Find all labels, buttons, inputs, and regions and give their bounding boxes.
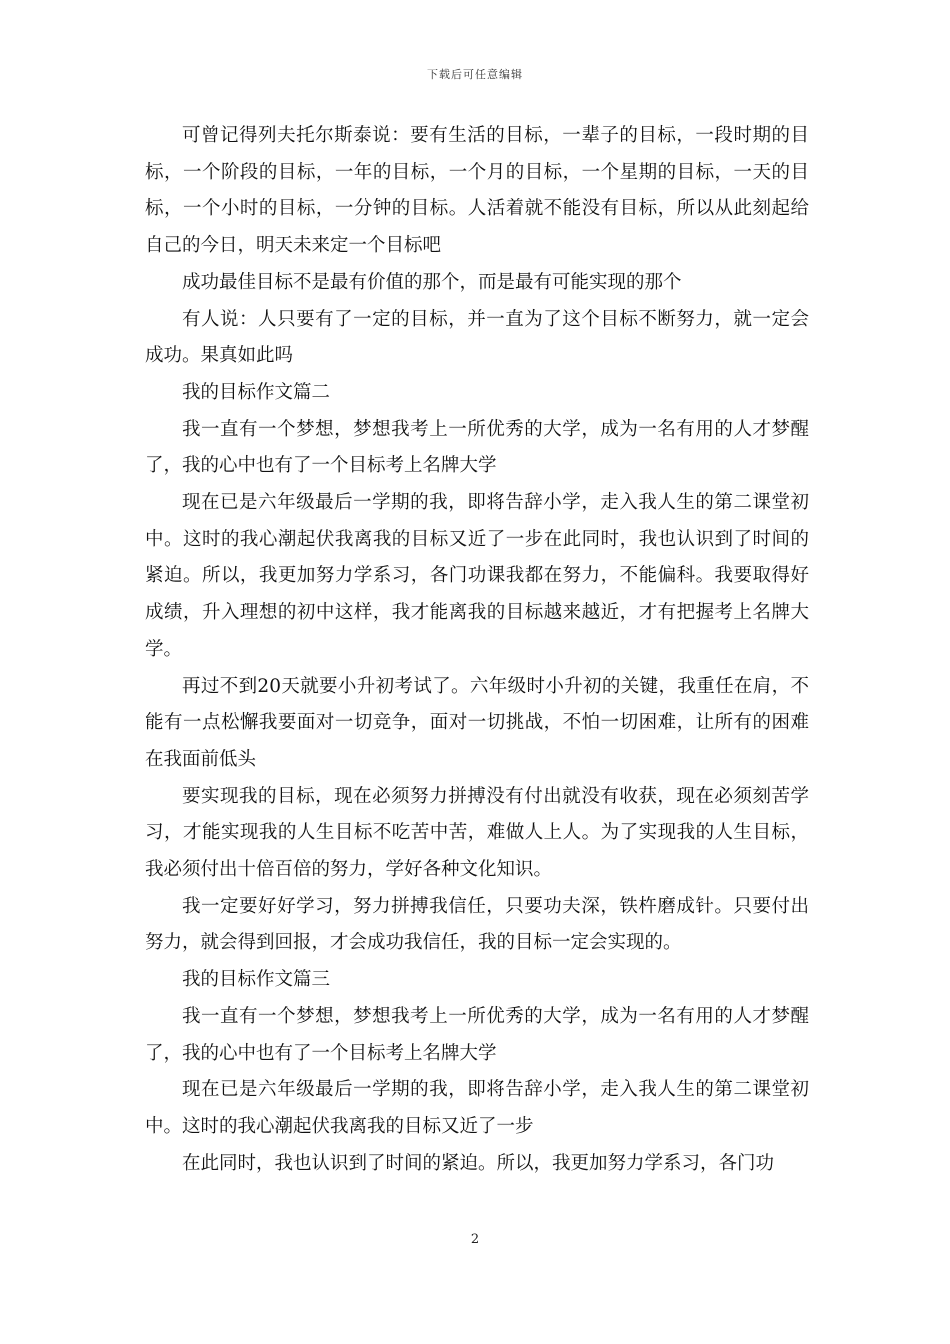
paragraph: 我一直有一个梦想，梦想我考上一所优秀的大学，成为一名有用的人才梦醒了，我的心中也有了一个目标考上名牌大学 [145,1005,809,1064]
paragraph: 我一直有一个梦想，梦想我考上一所优秀的大学，成为一名有用的人才梦醒了，我的心中也有了一个目标考上名牌大学 [145,418,809,477]
paragraph: 要实现我的目标，现在必须努力拼搏没有付出就没有收获，现在必须刻苦学习，才能实现我的人生目标不吃苦中苦，难做人上人。为了实现我的人生目标，我必须付出十倍百倍的努力，学好各种文化知识。 [145,785,809,881]
paragraph: 我一定要好好学习，努力拼搏我信任，只要功夫深，铁杵磨成针。只要付出努力，就会得到回报，才会成功我信任，我的目标一定会实现的。 [145,895,809,954]
paragraph: 再过不到20天就要小升初考试了。六年级时小升初的关键，我重任在肩，不能有一点松懈我要面对一切竞争，面对一切挑战，不怕一切困难，让所有的困难在我面前低头 [145,675,809,770]
paragraph: 在此同时，我也认识到了时间的紧迫。所以，我更加努力学系习，各门功 [182,1152,775,1174]
paragraph: 成功最佳目标不是最有价值的那个，而是最有可能实现的那个 [182,271,682,293]
document-body [145,118,809,1182]
section-heading: 我的目标作文篇二 [182,381,331,403]
page-header: 下载后可任意编辑 [427,68,523,81]
paragraph: 现在已是六年级最后一学期的我，即将告辞小学，走入我人生的第二课堂初中。这时的我心潮起伏我离我的目标又近了一步 [145,1079,809,1137]
section-heading: 我的目标作文篇三 [182,969,331,991]
paragraph: 有人说：人只要有了一定的目标，并一直为了这个目标不断努力，就一定会成功。果真如此吗 [145,308,809,367]
page-number: 2 [470,1232,480,1247]
paragraph: 现在已是六年级最后一学期的我，即将告辞小学，走入我人生的第二课堂初中。这时的我心潮起伏我离我的目标又近了一步在此同时，我也认识到了时间的紧迫。所以，我更加努力学系习，各门功课我都在努力，不能偏科。我要取得好成绩，升入理想的初中这样，我才能离我的目标越来越近，才有把握考上名牌大学。 [145,492,809,660]
paragraph: 可曾记得列夫托尔斯泰说：要有生活的目标，一辈子的目标，一段时期的目标，一个阶段的目标，一年的目标，一个月的目标，一个星期的目标，一天的目标，一个小时的目标，一分钟的目标。人活着就不能没有目标，所以从此刻起给自己的今日，明天未来定一个目标吧 [145,125,809,257]
